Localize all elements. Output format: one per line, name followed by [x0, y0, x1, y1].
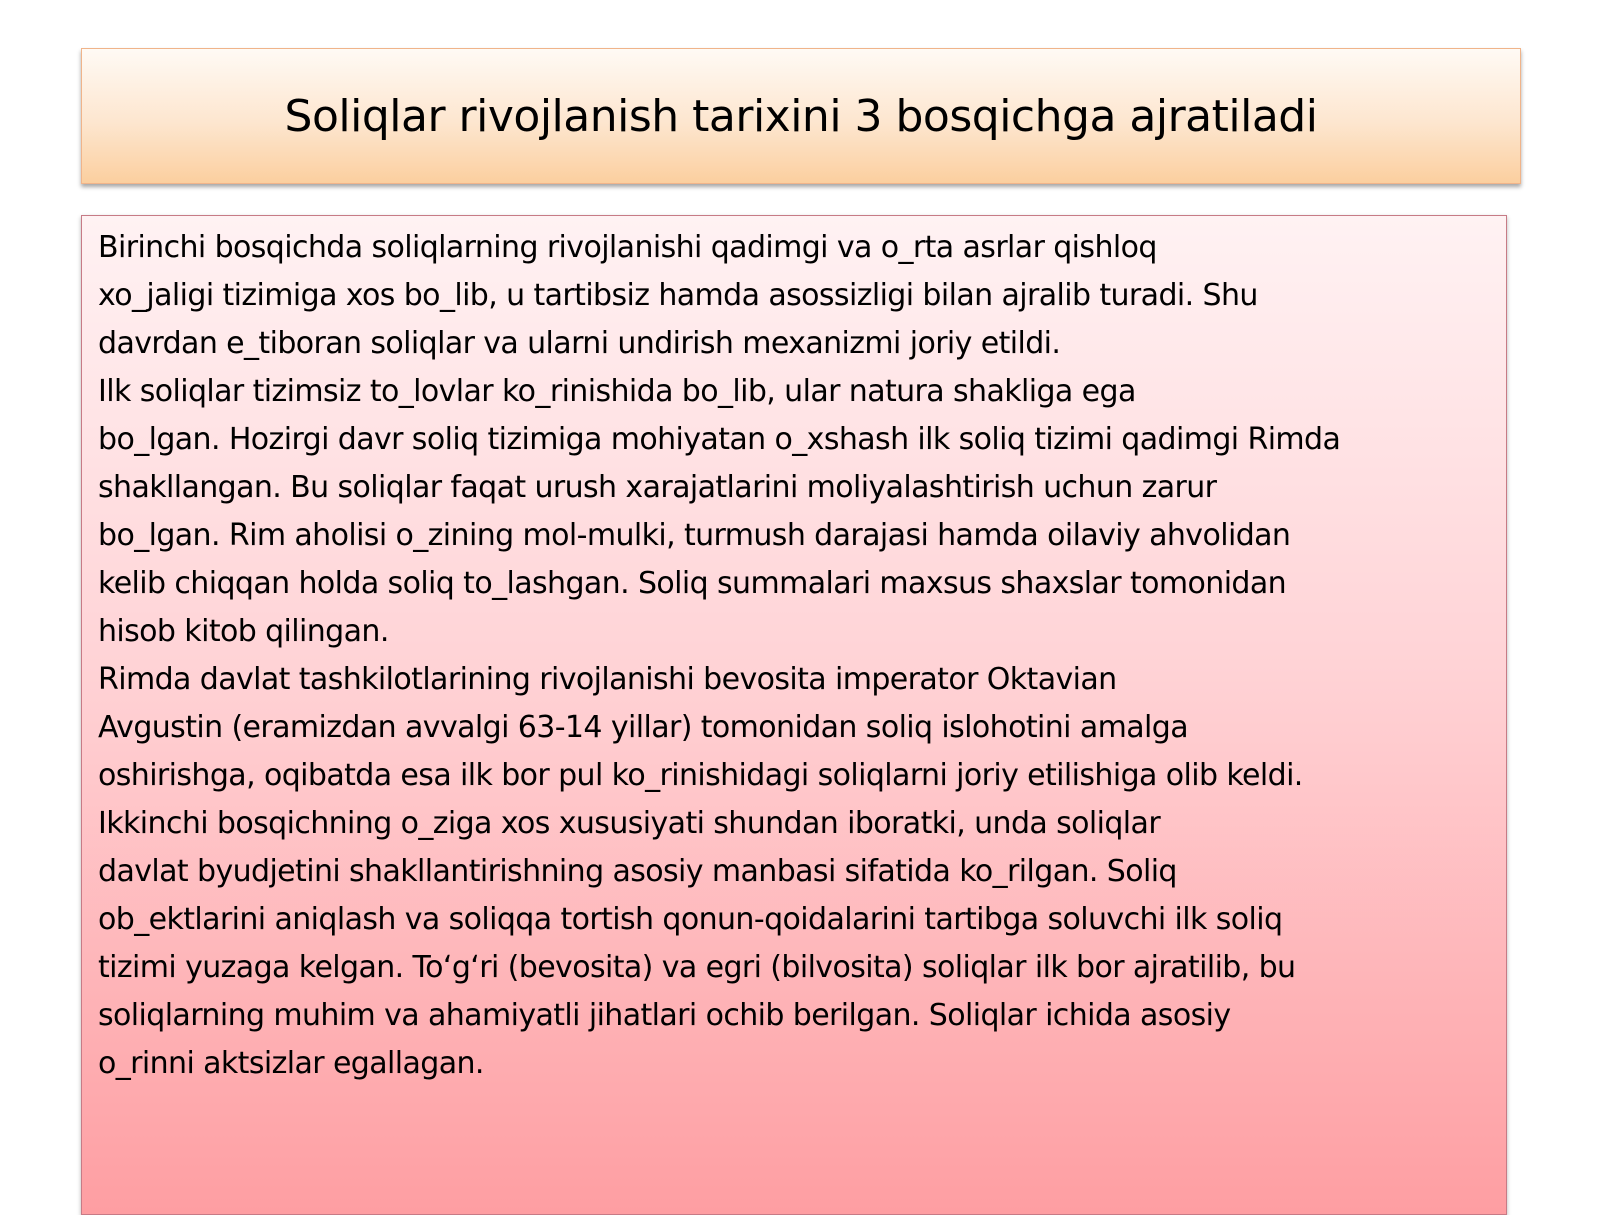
body-line: shakllangan. Bu soliqlar faqat urush xarajatlarini moliyalashtirish uchun zarur	[98, 470, 1217, 505]
body-line: Birinchi bosqichda soliqlarning rivojlanishi qadimgi va o_rta asrlar qishloq	[98, 230, 1157, 265]
body-line: bo_lgan. Hozirgi davr soliq tizimiga mohiyatan o_xshash ilk soliq tizimi qadimgi Rimda	[98, 422, 1341, 457]
body-line: bo_lgan. Rim aholisi o_zining mol-mulki, turmush darajasi hamda oilaviy ahvolidan	[98, 518, 1291, 553]
body-line: kelib chiqqan holda soliq to_lashgan. Soliq summalari maxsus shaxslar tomonidan	[98, 566, 1287, 601]
body-line: o_rinni aktsizlar egallagan.	[98, 1046, 484, 1081]
body-box	[81, 215, 1507, 1215]
body-line: davrdan e_tiboran soliqlar va ularni undirish mexanizmi joriy etildi.	[98, 326, 1061, 361]
title-box	[81, 48, 1521, 184]
body-line: hisob kitob qilingan.	[98, 614, 389, 649]
slide-title: Soliqlar rivojlanish tarixini 3 bosqichga ajratiladi	[284, 90, 1318, 142]
body-line: oshirishga, oqibatda esa ilk bor pul ko_rinishidagi soliqlarni joriy etilishiga olib keldi.	[98, 758, 1303, 793]
body-line: Ilk soliqlar tizimsiz to_lovlar ko_rinishida bo_lib, ular natura shakliga ega	[98, 374, 1136, 409]
body-line: Avgustin (eramizdan avvalgi 63-14 yillar) tomonidan soliq islohotini amalga	[98, 710, 1188, 745]
body-line: ob_ektlarini aniqlash va soliqqa tortish qonun-qoidalarini tartibga soluvchi ilk soliq	[98, 902, 1283, 937]
body-line: xo_jaligi tizimiga xos bo_lib, u tartibsiz hamda asossizligi bilan ajralib turadi. Shu	[98, 278, 1258, 313]
body-line: davlat byudjetini shakllantirishning asosiy manbasi sifatida ko_rilgan. Soliq	[98, 854, 1177, 889]
body-line: Ikkinchi bosqichning o_ziga xos xususiyati shundan iboratki, unda soliqlar	[98, 806, 1161, 841]
body-line: tizimi yuzaga kelgan. To‘g‘ri (bevosita) va egri (bilvosita) soliqlar ilk bor ajratilib, bu	[98, 950, 1296, 985]
body-line: Rimda davlat tashkilotlarining rivojlanishi bevosita imperator Oktavian	[98, 662, 1117, 697]
body-line: soliqlarning muhim va ahamiyatli jihatlari ochib berilgan. Soliqlar ichida asosiy	[98, 998, 1231, 1033]
body-text	[98, 224, 1498, 1088]
